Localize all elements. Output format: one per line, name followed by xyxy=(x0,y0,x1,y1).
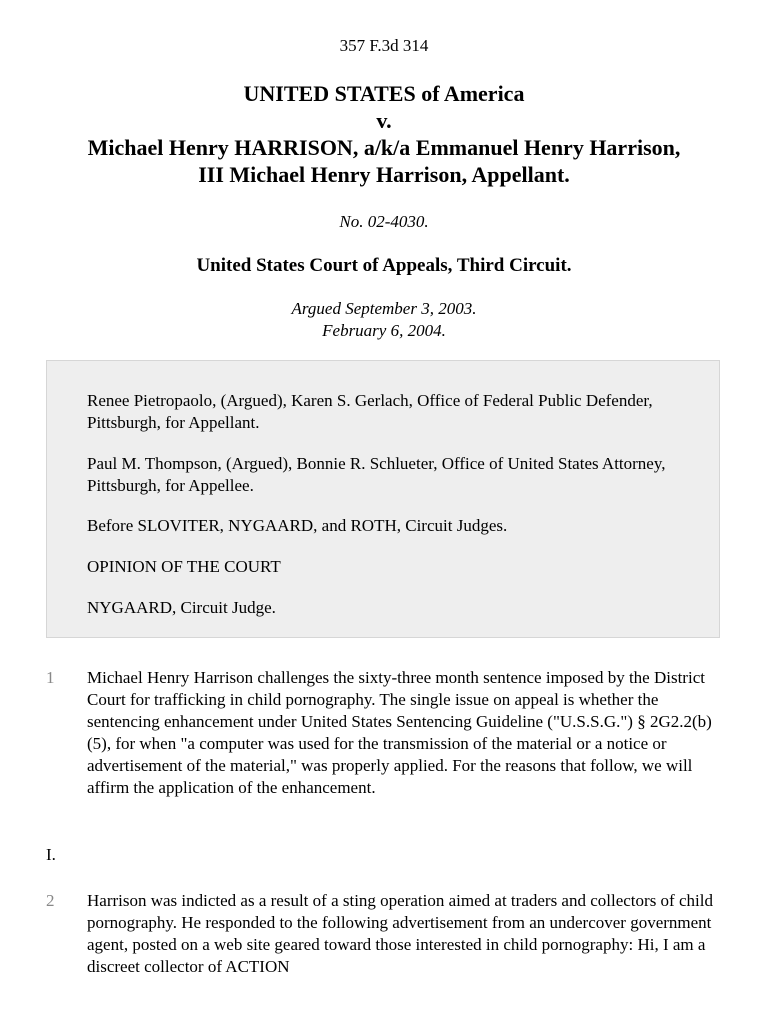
docket-number: No. 02-4030. xyxy=(339,212,429,231)
caption-plaintiff: UNITED STATES of America xyxy=(243,81,525,106)
opinion-author: NYGAARD, Circuit Judge. xyxy=(87,598,276,617)
court-name: United States Court of Appeals, Third Circuit. xyxy=(196,255,572,276)
caption-versus: v. xyxy=(376,108,392,133)
paragraph-number: 1 xyxy=(46,668,55,687)
case-dates xyxy=(0,298,768,342)
case-citation: 357 F.3d 314 xyxy=(339,36,429,55)
panel-judges: Before SLOVITER, NYGAARD, and ROTH, Circuit Judges. xyxy=(87,516,508,535)
caption-defendant-line1: Michael Henry HARRISON, a/k/a Emmanuel Henry Harrison, xyxy=(87,135,681,160)
counsel-box xyxy=(46,360,720,638)
paragraph-text: Michael Henry Harrison challenges the sixty-three month sentence imposed by the District Court for trafficking in child pornography. The single issue on appeal is whether the sentencing enhancement under United States Sentencing Guideline ("U.S.S.G.") § 2G2.2(b)(5), for when "a computer was used for the transmission of the material or a notice or advertisement of the material," was properly applied. For the reasons that follow, we will affirm the application of the enhancement. xyxy=(87,668,712,797)
counsel-appellant: Renee Pietropaolo, (Argued), Karen S. Gerlach, Office of Federal Public Defender, Pittsburgh, for Appellant. xyxy=(87,391,653,432)
case-caption xyxy=(20,80,748,188)
caption-defendant-line2: III Michael Henry Harrison, Appellant. xyxy=(198,162,570,187)
paragraph-text: Harrison was indicted as a result of a sting operation aimed at traders and collectors of child pornography. He responded to the following advertisement from an undercover government agent, posted on a web site geared toward those interested in child pornography: Hi, I am a discreet collector of ACTION xyxy=(87,891,713,976)
decided-date: February 6, 2004. xyxy=(322,321,446,340)
opinion-label: OPINION OF THE COURT xyxy=(87,557,281,576)
argued-date: Argued September 3, 2003. xyxy=(291,299,477,318)
paragraph-number: 2 xyxy=(46,891,55,910)
section-heading: I. xyxy=(46,845,56,864)
counsel-appellee: Paul M. Thompson, (Argued), Bonnie R. Schlueter, Office of United States Attorney, Pittsburgh, for Appellee. xyxy=(87,454,666,495)
